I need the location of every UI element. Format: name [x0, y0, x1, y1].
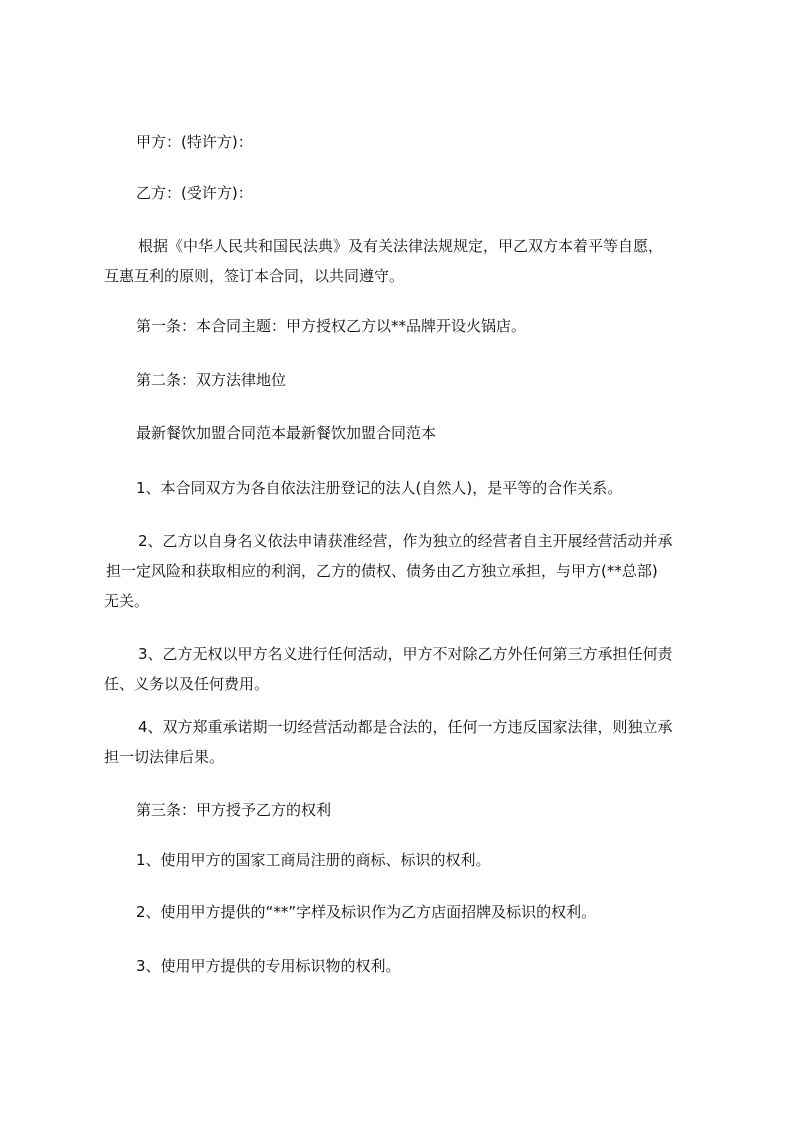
text-line: 最新餐饮加盟合同范本最新餐饮加盟合同范本: [136, 424, 437, 442]
text-line: 4、双方郑重承诺期一切经营活动都是合法的，任何一方违反国家法律，则独立承: [138, 718, 673, 736]
text-line: 担一切法律后果。: [104, 748, 225, 766]
text-line: 1、本合同双方为各自依法注册登记的法人(自然人)，是平等的合作关系。: [136, 479, 623, 497]
clause-2-4: [104, 712, 704, 772]
text-line: 2、使用甲方提供的“**”字样及标识作为乙方店面招牌及标识的权利。: [136, 903, 597, 921]
clause-2-3: [104, 639, 704, 699]
article-1-heading: [104, 311, 704, 341]
article-2-heading: [104, 365, 704, 395]
text-line: 担一定风险和获取相应的利润，乙方的债权、债务由乙方独立承担，与甲方(**总部): [106, 562, 658, 580]
text-line: 3、乙方无权以甲方名义进行任何活动，甲方不对除乙方外任何第三方承担任何责: [138, 645, 673, 663]
clause-3-2: [104, 897, 704, 927]
text-line: 互惠互利的原则，签订本合同，以共同遵守。: [104, 267, 405, 285]
article-3-heading: [104, 795, 704, 825]
text-line: 2、乙方以自身名义依法申请获准经营，作为独立的经营者自主开展经营活动并承: [138, 532, 673, 550]
text-line: 根据《中华人民共和国民法典》及有关法律法规规定，甲乙双方本着平等自愿，: [138, 237, 664, 255]
clause-3-3: [104, 951, 704, 981]
text-line: 第二条：双方法律地位: [136, 371, 287, 389]
clause-2-2: [104, 526, 704, 616]
text-line: 第三条：甲方授予乙方的权利: [136, 801, 332, 819]
text-line: 1、使用甲方的国家工商局注册的商标、标识的权利。: [136, 851, 491, 869]
watermark-title-line: [104, 418, 704, 448]
text-line: 无关。: [104, 592, 150, 610]
preamble-paragraph: [104, 231, 704, 291]
text-line: 甲方：(特许方)：: [136, 133, 253, 151]
clause-3-1: [104, 845, 704, 875]
party-b-line: [104, 178, 704, 208]
text-line: 任、义务以及任何费用。: [104, 675, 270, 693]
clause-2-1: [104, 473, 704, 503]
text-line: 3、使用甲方提供的专用标识物的权利。: [136, 957, 401, 975]
text-line: 第一条：本合同主题：甲方授权乙方以**品牌开设火锅店。: [136, 317, 527, 335]
party-a-line: [104, 127, 704, 157]
text-line: 乙方：(受许方)：: [136, 184, 253, 202]
